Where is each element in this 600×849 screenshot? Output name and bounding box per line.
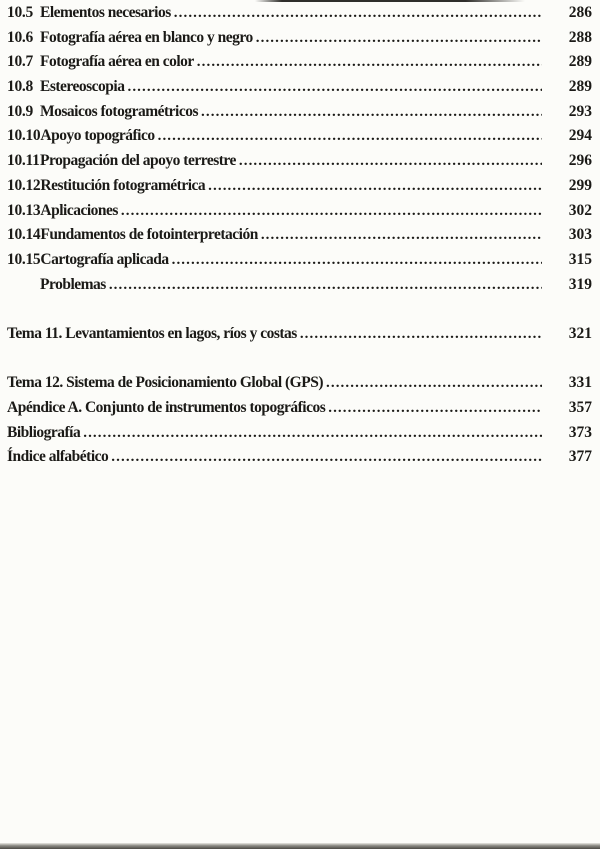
entry-number: 10.14 — [7, 226, 41, 244]
entry-title: Apoyo topográfico — [40, 127, 155, 145]
entry-title: Bibliografía — [7, 423, 81, 441]
dot-leader — [127, 75, 542, 100]
scan-artifact-top-line — [255, 0, 525, 2]
entry-title: Fotografía aérea en color — [40, 53, 194, 71]
toc-entry-row — [7, 100, 592, 125]
entry-title: Propagación del apoyo terrestre — [40, 152, 236, 170]
entry-title: Aplicaciones — [40, 201, 118, 219]
dot-leader — [256, 26, 542, 51]
scan-artifact-bottom-edge — [0, 843, 600, 849]
entry-number: 10.10 — [7, 127, 41, 145]
dot-leader — [158, 124, 542, 149]
entry-page-number: 289 — [568, 53, 592, 71]
entry-title: Problemas — [40, 275, 106, 293]
entry-number: 10.15 — [7, 250, 41, 268]
dot-leader — [109, 273, 542, 298]
entry-title: Apéndice A. Conjunto de instrumentos topográficos — [7, 399, 326, 416]
dot-leader — [111, 445, 542, 470]
dot-leader — [201, 100, 542, 125]
toc-entry-row — [7, 248, 592, 273]
toc-section-chapter-10-subsections — [7, 1, 592, 297]
entry-number: 10.6 — [7, 28, 33, 46]
entry-page-number: 303 — [568, 226, 592, 244]
entry-page-number: 302 — [568, 201, 592, 219]
entry-number: 10.5 — [7, 4, 33, 21]
entry-page-number: 357 — [568, 399, 592, 416]
entry-page-number: 321 — [568, 324, 592, 342]
entry-page-number: 319 — [568, 275, 592, 293]
entry-page-number: 315 — [568, 250, 592, 268]
toc-entry-row — [7, 445, 592, 470]
toc-entry-row — [7, 124, 592, 149]
toc-entry-row — [7, 26, 592, 51]
entry-number: 10.8 — [7, 78, 33, 96]
entry-page-number: 288 — [568, 28, 592, 46]
toc-entry-row — [7, 149, 592, 174]
dot-leader — [174, 1, 542, 26]
entry-title: Elementos necesarios — [40, 4, 171, 21]
entry-page-number: 289 — [568, 78, 592, 96]
entry-title: Mosaicos fotogramétricos — [40, 102, 199, 120]
entry-page-number: 294 — [568, 127, 592, 145]
entry-title: Cartografía aplicada — [40, 250, 169, 268]
entry-number: 10.7 — [7, 53, 33, 71]
dot-leader — [121, 199, 542, 224]
entry-page-number: 373 — [568, 423, 592, 441]
toc-entry-row — [7, 1, 592, 26]
entry-title: Índice alfabético — [7, 448, 109, 466]
entry-title: Estereoscopia — [40, 78, 125, 96]
dot-leader — [239, 149, 542, 174]
entry-page-number: 331 — [568, 374, 592, 392]
entry-page-number: 286 — [568, 4, 592, 21]
dot-leader — [83, 421, 542, 446]
dot-leader — [261, 223, 542, 248]
toc-entry-row — [7, 223, 592, 248]
dot-leader — [197, 50, 542, 75]
dot-leader — [172, 248, 542, 273]
toc-entry-row — [7, 371, 592, 396]
entry-number: 10.11 — [7, 152, 40, 170]
entry-title: Fotografía aérea en blanco y negro — [40, 28, 253, 46]
toc-entry-row — [7, 75, 592, 100]
toc-entry-row — [7, 273, 592, 298]
entry-title: Restitución fotogramétrica — [40, 176, 206, 194]
toc-entry-row — [7, 421, 592, 446]
toc-section-back-matter — [7, 371, 592, 470]
entry-number: 10.13 — [7, 201, 41, 219]
toc-section-tema-11 — [7, 322, 592, 347]
toc-entry-row — [7, 199, 592, 224]
entry-title: Tema 12. Sistema de Posicionamiento Global (GPS) — [7, 374, 323, 392]
entry-number: 10.9 — [7, 102, 33, 120]
dot-leader — [208, 174, 542, 199]
entry-page-number: 293 — [568, 102, 592, 120]
dot-leader — [326, 371, 542, 396]
toc-entry-row — [7, 322, 592, 347]
entry-page-number: 299 — [568, 176, 592, 194]
dot-leader — [300, 322, 542, 347]
entry-number: 10.12 — [7, 176, 41, 194]
toc-entry-row — [7, 396, 592, 421]
toc-entry-row — [7, 174, 592, 199]
entry-page-number: 296 — [568, 152, 592, 170]
toc-entry-row — [7, 50, 592, 75]
entry-title: Tema 11. Levantamientos en lagos, ríos y costas — [7, 324, 297, 342]
entry-page-number: 377 — [568, 448, 592, 466]
dot-leader — [328, 396, 542, 421]
entry-title: Fundamentos de fotointerpretación — [40, 226, 258, 244]
